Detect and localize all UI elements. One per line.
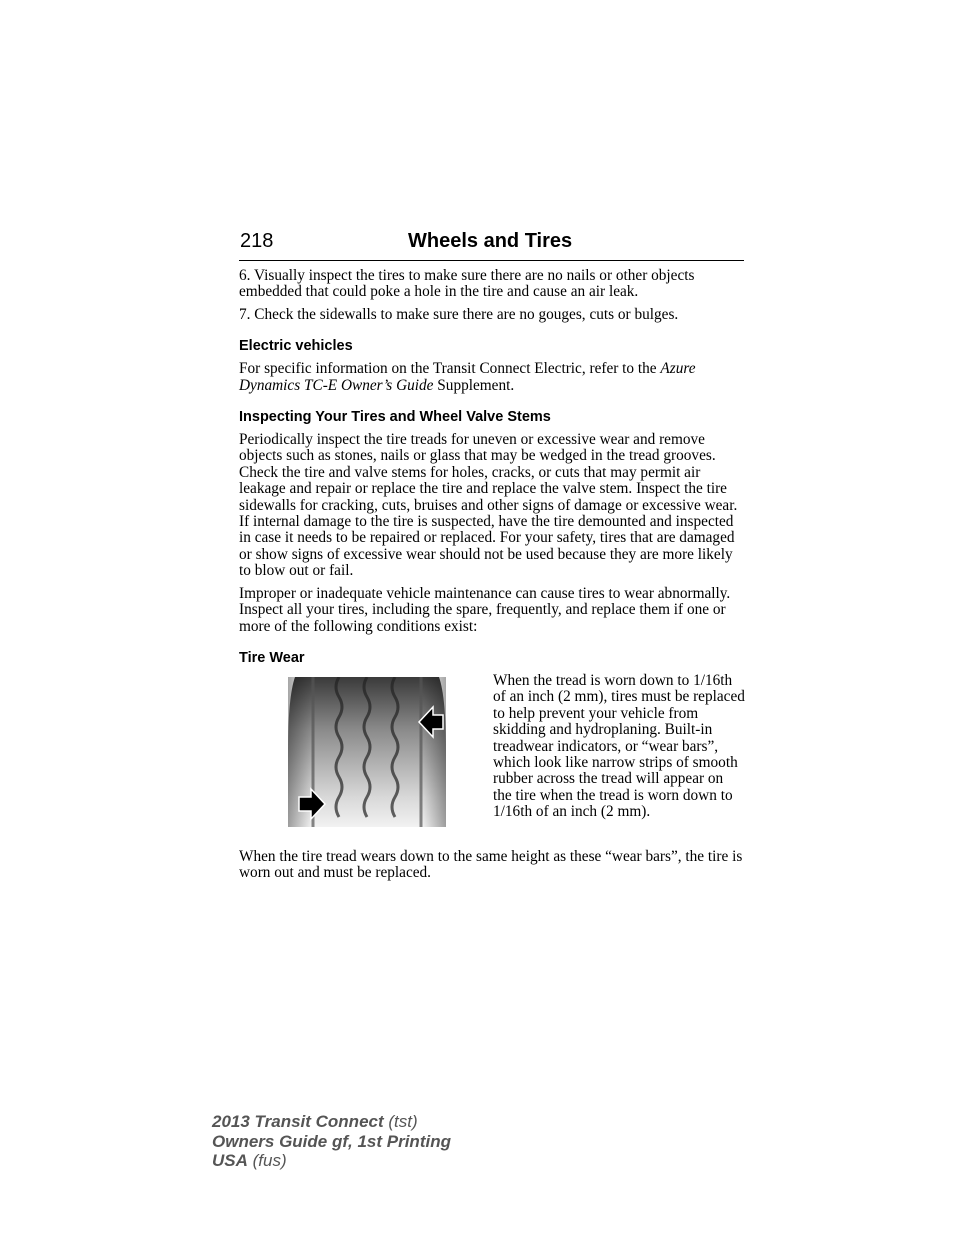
footer-market: USA xyxy=(212,1151,248,1170)
tire-tread-figure xyxy=(239,673,493,833)
footer-line-3 xyxy=(212,1151,451,1171)
footer-line-2 xyxy=(212,1132,451,1152)
page-footer xyxy=(212,1112,451,1171)
tire-wear-text: When the tread is worn down to 1/16th of an inch (2 mm), tires must be replaced to help prevent your vehicle from skidding and hydroplaning. Built-in treadwear indicators, or “wear bars”, which look like narrow strips of smooth rubber across the tread will appear on the tire when the tread is worn down to 1/16th of an inch (2 mm). xyxy=(493,671,745,821)
inspecting-paragraph-1: Periodically inspect the tire treads for uneven or excessive wear and remove objects such as stones, nails or glass that may be wedged in the tread grooves. Check the tire and valve stems for holes, cracks, or cuts that may permit air leakage and repair or replace the tire and replace the valve stem. Inspect the tire sidewalls for cracking, cuts, bruises and other signs of damage or excessive wear. If internal damage to the tire is suspected, have the tire demounted and inspected in case it needs to be repaired or replaced. For your safety, tires that are damaged or show signs of excessive wear should not be used because they are more likely to blow out or fail. xyxy=(239,431,738,580)
electric-vehicles-heading: Electric vehicles xyxy=(239,338,353,355)
inspecting-paragraph-2: Improper or inadequate vehicle maintenance can cause tires to wear abnormally. Inspect all your tires, including the spare, frequently, and replace them if one or more of the following conditions exist: xyxy=(239,584,731,635)
electric-vehicles-text xyxy=(239,361,745,394)
wear-bars-paragraph: When the tire tread wears down to the same height as these “wear bars”, the tire is worn out and must be replaced. xyxy=(239,847,743,882)
page-number: 218 xyxy=(240,230,274,252)
page-body xyxy=(239,268,745,888)
footer-market-code: (fus) xyxy=(252,1151,287,1170)
footer-model: 2013 Transit Connect xyxy=(212,1112,384,1131)
ev-guide-title: Azure Dynamics TC-E Owner’s Guide xyxy=(239,360,696,394)
step-6: 6. Visually inspect the tires to make sure there are no nails or other objects embedded that could poke a hole in the tire and cause an air leak. xyxy=(239,267,695,301)
tire-wear-section xyxy=(239,673,745,833)
footer-guide-edition: Owners Guide gf, 1st Printing xyxy=(212,1131,451,1151)
step-7: 7. Check the sidewalls to make sure there are no gouges, cuts or bulges. xyxy=(239,305,679,323)
footer-line-1 xyxy=(212,1112,451,1132)
footer-model-code: (tst) xyxy=(388,1112,418,1131)
tire-tread-wear-bars-icon xyxy=(287,677,447,827)
page-header xyxy=(239,228,744,261)
inspecting-heading: Inspecting Your Tires and Wheel Valve Stems xyxy=(239,409,551,426)
tire-wear-heading: Tire Wear xyxy=(239,649,305,666)
section-title: Wheels and Tires xyxy=(408,230,573,252)
ev-text-post: Supplement. xyxy=(437,376,515,394)
ev-text-pre: For specific information on the Transit Connect Electric, refer to the xyxy=(239,360,657,378)
